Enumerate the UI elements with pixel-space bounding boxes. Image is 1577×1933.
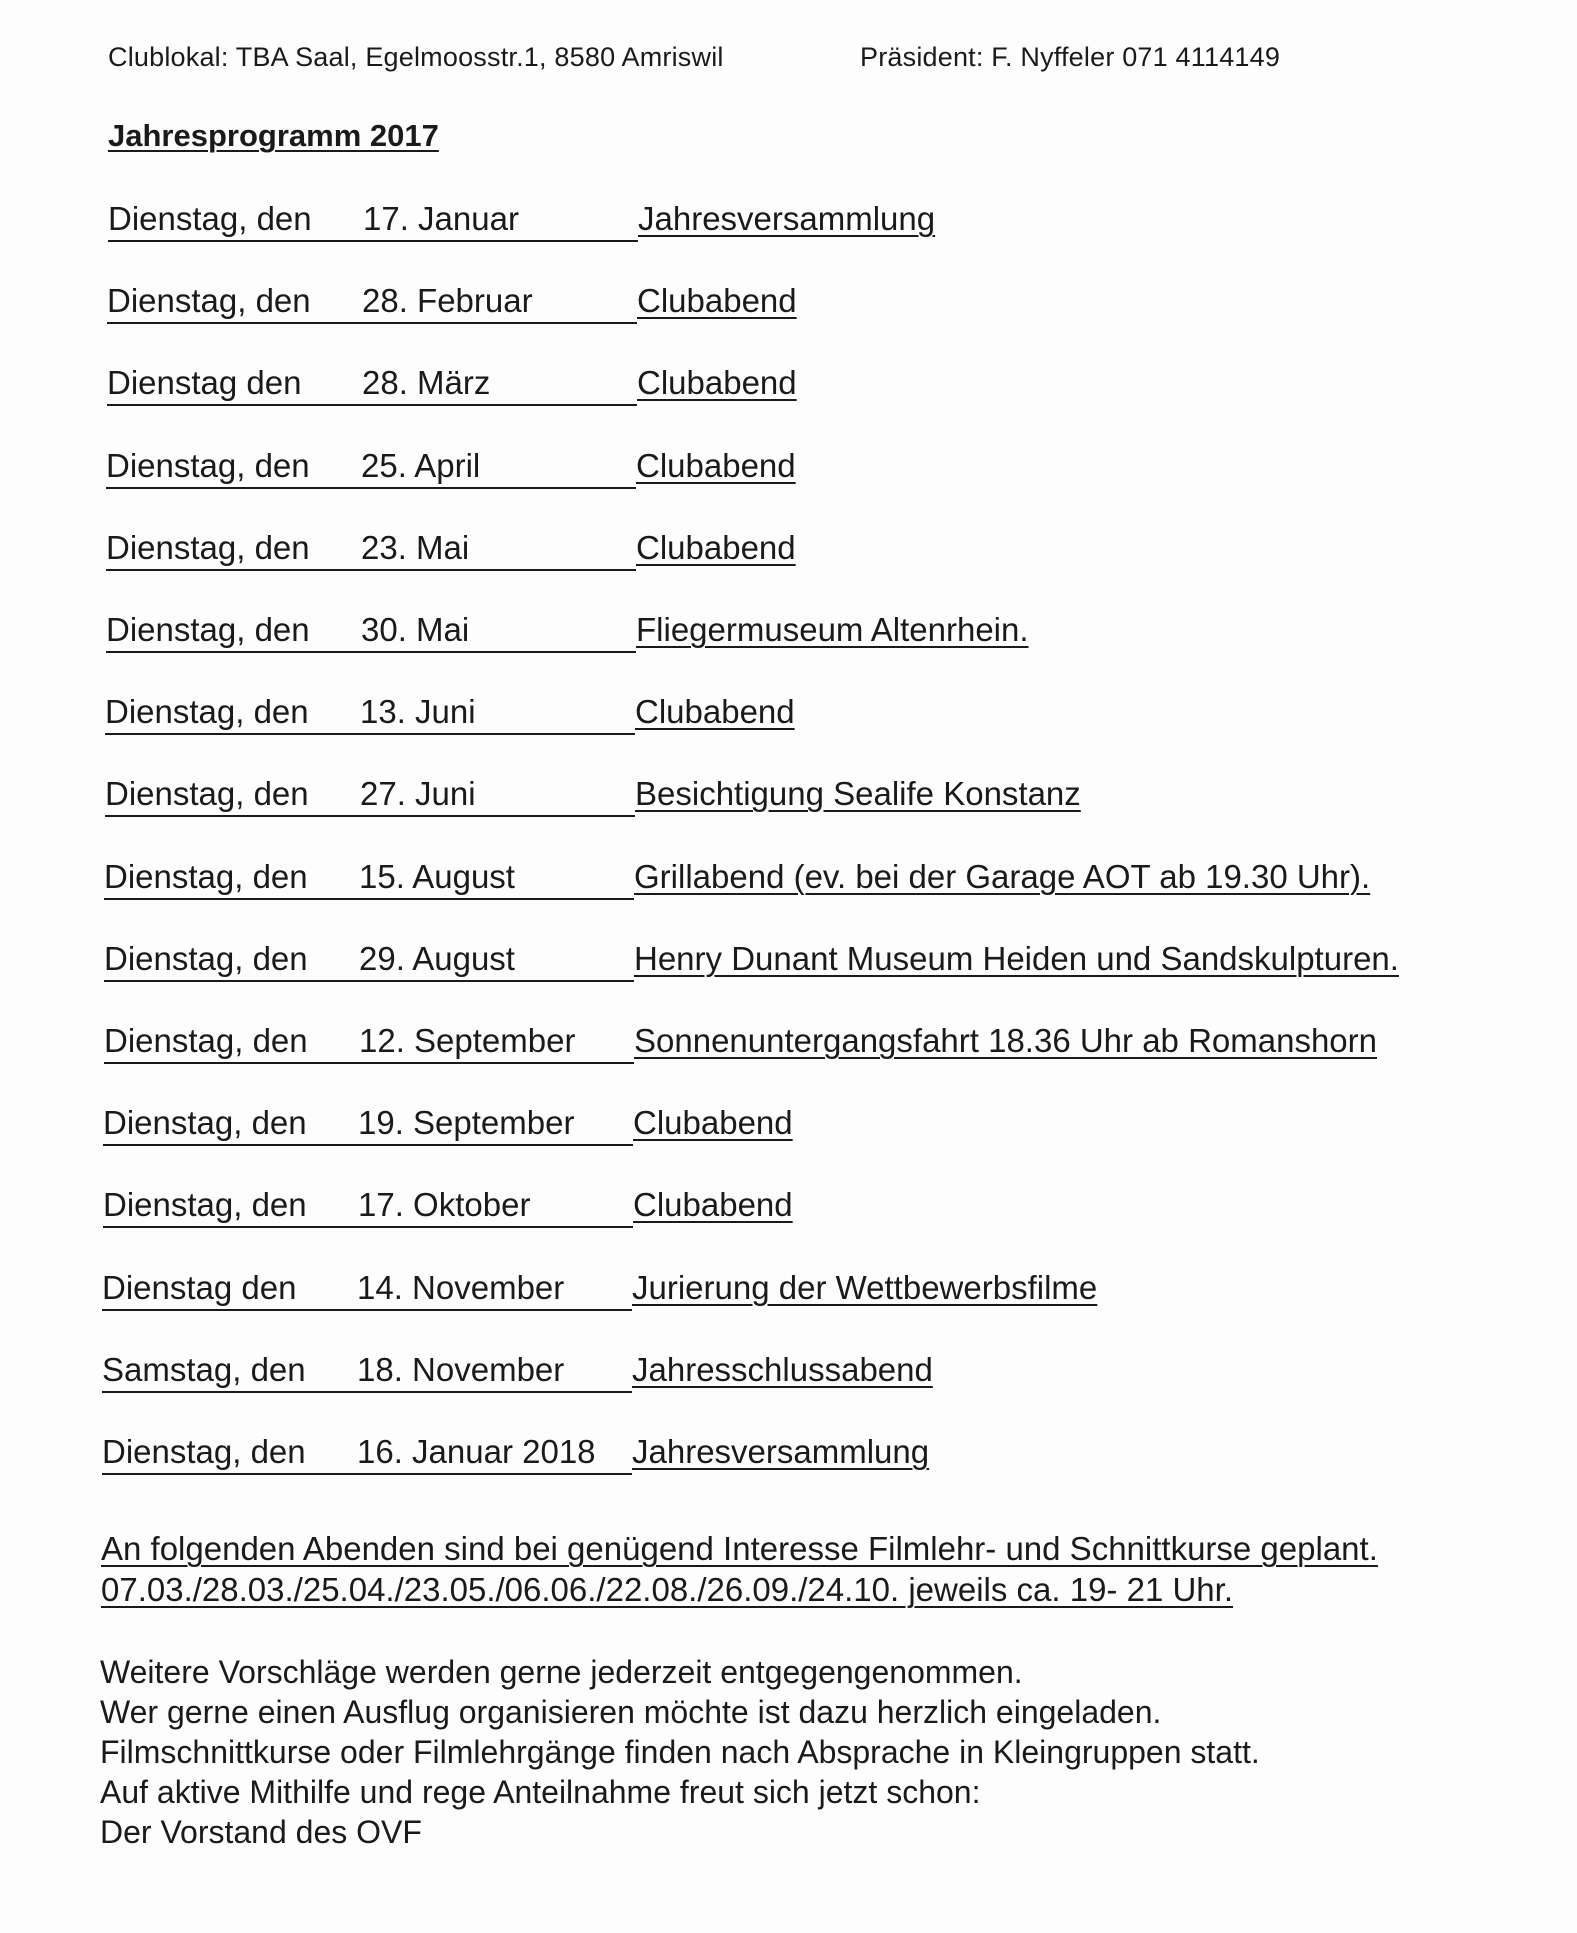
event-underline	[102, 1391, 632, 1393]
event-underline	[104, 898, 634, 900]
event-date: 14. November	[357, 1268, 565, 1306]
event-day: Dienstag den	[102, 1268, 297, 1306]
event-description: Henry Dunant Museum Heiden und Sandskulpturen.	[634, 939, 1399, 977]
event-date: 17. Oktober	[358, 1186, 531, 1224]
event-underline	[106, 651, 636, 653]
event-day: Samstag, den	[102, 1350, 306, 1388]
event-description: Grillabend (ev. bei der Garage AOT ab 19.30 Uhr).	[634, 857, 1371, 895]
event-description: Jahresversammlung	[638, 200, 936, 237]
program-title: Jahresprogramm 2017	[108, 118, 439, 153]
event-description: Jahresschlussabend	[632, 1350, 933, 1388]
event-day: Dienstag, den	[104, 939, 308, 977]
event-description: Jurierung der Wettbewerbsfilme	[632, 1268, 1098, 1306]
event-date: 17. Januar	[363, 200, 519, 237]
event-date: 25. April	[361, 446, 481, 484]
event-day: Dienstag, den	[105, 693, 309, 731]
event-underline	[102, 1309, 632, 1311]
event-date: 30. Mai	[361, 611, 470, 648]
event-description: Clubabend	[633, 1104, 793, 1142]
event-underline	[102, 1473, 632, 1475]
event-date: 23. Mai	[361, 528, 470, 566]
note-line: Auf aktive Mithilfe und rege Anteilnahme freut sich jetzt schon:	[100, 1774, 981, 1810]
event-description: Clubabend	[633, 1186, 793, 1224]
event-day: Dienstag, den	[104, 1022, 308, 1059]
event-description: Sonnenuntergangsfahrt 18.36 Uhr ab Romanshorn	[634, 1022, 1377, 1059]
event-description: Besichtigung Sealife Konstanz	[635, 775, 1081, 813]
course-announcement	[101, 1528, 1378, 1610]
event-underline	[104, 1062, 634, 1064]
president-contact: Präsident: F. Nyffeler 071 4114149	[860, 42, 1281, 72]
event-underline	[106, 569, 636, 571]
course-dates-line: 07.03./28.03./25.04./23.05./06.06./22.08./26.09./24.10. jeweils ca. 19- 21 Uhr.	[101, 1571, 1233, 1608]
event-date: 28. März	[362, 364, 491, 402]
note-line: Weitere Vorschläge werden gerne jederzeit entgegengenommen.	[100, 1654, 1023, 1690]
event-date: 19. September	[358, 1104, 575, 1142]
event-underline	[103, 1226, 633, 1228]
event-day: Dienstag den	[107, 364, 302, 402]
event-underline	[105, 815, 635, 817]
event-description: Clubabend	[635, 693, 795, 731]
note-line: Filmschnittkurse oder Filmlehrgänge finden nach Absprache in Kleingruppen statt.	[100, 1734, 1260, 1770]
event-underline	[107, 404, 637, 406]
event-day: Dienstag, den	[107, 282, 311, 320]
event-date: 15. August	[359, 857, 515, 895]
note-line: Wer gerne einen Ausflug organisieren möchte ist dazu herzlich eingeladen.	[100, 1694, 1162, 1730]
event-day: Dienstag, den	[106, 611, 310, 648]
event-underline	[106, 487, 636, 489]
event-underline	[108, 240, 638, 242]
closing-notes	[100, 1652, 1260, 1852]
club-location: Clublokal: TBA Saal, Egelmoosstr.1, 8580 Amriswil	[108, 42, 724, 72]
event-description: Clubabend	[636, 528, 796, 566]
event-date: 18. November	[357, 1350, 565, 1388]
event-date: 29. August	[359, 939, 515, 977]
event-day: Dienstag, den	[102, 1433, 306, 1470]
event-underline	[105, 733, 635, 735]
event-underline	[104, 980, 634, 982]
event-underline	[103, 1144, 633, 1146]
event-day: Dienstag, den	[103, 1186, 307, 1224]
signature-line: Der Vorstand des OVF	[100, 1814, 422, 1850]
event-day: Dienstag, den	[108, 200, 312, 237]
event-day: Dienstag, den	[106, 446, 310, 484]
event-date: 27. Juni	[360, 775, 476, 813]
event-day: Dienstag, den	[106, 528, 310, 566]
event-underline	[107, 322, 637, 324]
event-description: Clubabend	[637, 364, 797, 402]
event-date: 13. Juni	[360, 693, 476, 731]
event-date: 16. Januar 2018	[357, 1433, 596, 1470]
event-day: Dienstag, den	[105, 775, 309, 813]
event-day: Dienstag, den	[103, 1104, 307, 1142]
event-description: Clubabend	[637, 282, 797, 320]
event-description: Fliegermuseum Altenrhein.	[636, 611, 1029, 648]
course-info-line: An folgenden Abenden sind bei genügend Interesse Filmlehr- und Schnittkurse geplant.	[101, 1530, 1378, 1567]
event-description: Clubabend	[636, 446, 796, 484]
event-date: 28. Februar	[362, 282, 533, 320]
event-description: Jahresversammlung	[632, 1433, 930, 1470]
event-day: Dienstag, den	[104, 857, 308, 895]
event-date: 12. September	[359, 1022, 576, 1059]
